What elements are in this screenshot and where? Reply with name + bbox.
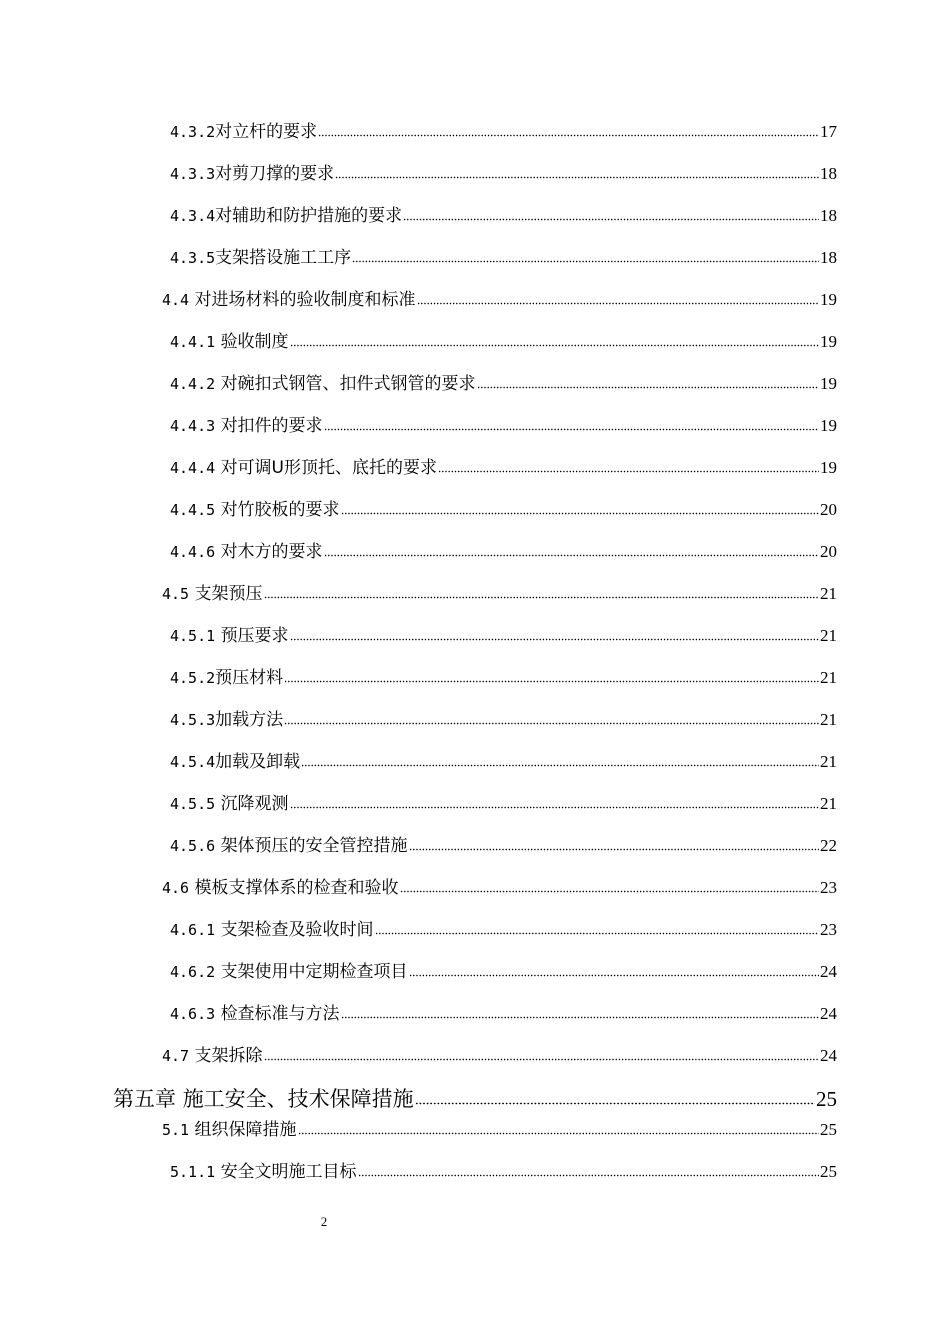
- toc-entry[interactable]: [170, 667, 837, 689]
- toc-entry-number: 4.4.6: [170, 543, 216, 561]
- toc-entry-title: 支架搭设施工工序: [215, 248, 352, 268]
- toc-entry-page: 19: [820, 416, 837, 435]
- toc-entry[interactable]: [170, 541, 837, 563]
- toc-entry-title: 支架检查及验收时间: [220, 920, 374, 940]
- toc-entry-number: 4.6.2: [170, 963, 216, 981]
- toc-entry-number: 4.4.5: [170, 501, 216, 519]
- toc-entry-page: 18: [820, 248, 837, 267]
- toc-entry-title: 模板支撑体系的检查和验收: [194, 878, 399, 898]
- dot-leader: [318, 134, 819, 137]
- toc-entry-title: 组织保障措施: [194, 1120, 297, 1140]
- dot-leader: [409, 974, 819, 977]
- toc-entry-title: 沉降观测: [220, 794, 289, 814]
- toc-entry-title: 预压要求: [220, 626, 289, 646]
- toc-entry[interactable]: [162, 1119, 837, 1141]
- toc-entry-page: 21: [820, 710, 837, 729]
- toc-entry-number: 4.3.2: [170, 123, 216, 141]
- toc-entry-title: 支架拆除: [194, 1046, 263, 1066]
- dot-leader: [324, 554, 819, 557]
- toc-entry[interactable]: [162, 1045, 837, 1067]
- toc-entry-number: 4.5.5: [170, 795, 216, 813]
- toc-entry-page: 20: [820, 500, 837, 519]
- toc-entry-number: 5.1.1: [170, 1163, 216, 1181]
- dot-leader: [324, 428, 819, 431]
- toc-entry-number: 4.3.5: [170, 249, 216, 267]
- toc-entry[interactable]: [170, 709, 837, 731]
- dot-leader: [375, 932, 819, 935]
- dot-leader: [477, 386, 819, 389]
- toc-entry[interactable]: [170, 625, 837, 647]
- toc-entry[interactable]: [170, 835, 837, 857]
- toc-entry-page: 18: [820, 164, 837, 183]
- toc-entry-title: 支架预压: [194, 584, 263, 604]
- toc-entry[interactable]: [170, 751, 837, 773]
- dot-leader: [284, 680, 819, 683]
- toc-entry-title: 安全文明施工目标: [220, 1162, 357, 1182]
- toc-entry-page: 21: [820, 584, 837, 603]
- toc-entry-page: 22: [820, 836, 837, 855]
- toc-entry[interactable]: [170, 1161, 837, 1183]
- toc-entry-title: 对进场材料的验收制度和标准: [194, 290, 416, 310]
- toc-entry[interactable]: [170, 247, 837, 269]
- dot-leader: [335, 176, 819, 179]
- toc-entry[interactable]: [170, 415, 837, 437]
- toc-entry-number: 4.5.6: [170, 837, 216, 855]
- toc-entry-page: 19: [820, 290, 837, 309]
- toc-entry-number: 4.6.1: [170, 921, 216, 939]
- dot-leader: [409, 848, 819, 851]
- dot-leader: [298, 1132, 820, 1135]
- toc-entry-title: 验收制度: [220, 332, 289, 352]
- toc-entry-page: 19: [820, 458, 837, 477]
- toc-entry-page: 20: [820, 542, 837, 561]
- dot-leader: [438, 470, 819, 473]
- dot-leader: [264, 596, 820, 599]
- dot-leader: [290, 806, 819, 809]
- toc-entry-page: 19: [820, 374, 837, 393]
- toc-entry-page: 21: [820, 626, 837, 645]
- toc-entry-page: 19: [820, 332, 837, 351]
- toc-entry-title: 对碗扣式钢管、扣件式钢管的要求: [220, 374, 476, 394]
- toc-entry[interactable]: [170, 373, 837, 395]
- toc-entry-number: 4.4.4: [170, 459, 216, 477]
- toc-entry[interactable]: [170, 331, 837, 353]
- toc-chapter-title: 施工安全、技术保障措施: [182, 1087, 414, 1111]
- toc-entry[interactable]: [170, 499, 837, 521]
- toc-entry-title: 检查标准与方法: [220, 1004, 340, 1024]
- toc-entry-number: 4.5.4: [170, 753, 216, 771]
- toc-entry[interactable]: [162, 877, 837, 899]
- dot-leader: [415, 1102, 815, 1105]
- dot-leader: [284, 722, 819, 725]
- toc-entry-page: 21: [820, 752, 837, 771]
- toc-entry-number: 4.6: [162, 879, 190, 897]
- toc-entry-number: 4.4.3: [170, 417, 216, 435]
- toc-entry-page: 23: [820, 878, 837, 897]
- toc-entry-page: 18: [820, 206, 837, 225]
- toc-entry[interactable]: [162, 583, 837, 605]
- toc-entry-title: 对剪刀撑的要求: [215, 164, 335, 184]
- toc-entry-page: 25: [820, 1162, 837, 1181]
- dot-leader: [290, 344, 819, 347]
- toc-entry[interactable]: [170, 961, 837, 983]
- toc-entry-number: 4.6.3: [170, 1005, 216, 1023]
- toc-entry-page: 24: [820, 962, 837, 981]
- toc-entry-page: 25: [820, 1120, 837, 1139]
- toc-entry-title: 对竹胶板的要求: [220, 500, 340, 520]
- dot-leader: [301, 764, 819, 767]
- toc-entry-title: 对扣件的要求: [220, 416, 323, 436]
- toc-entry-number: 5.1: [162, 1121, 190, 1139]
- toc-entry[interactable]: [170, 457, 837, 479]
- toc-entry[interactable]: [170, 793, 837, 815]
- dot-leader: [264, 1058, 820, 1061]
- toc-entry-title: 对木方的要求: [220, 542, 323, 562]
- toc-entry-title: 对辅助和防护措施的要求: [215, 206, 403, 226]
- dot-leader: [400, 890, 820, 893]
- toc-entry-title: 对立杆的要求: [215, 122, 318, 142]
- toc-entry-number: 4.5.1: [170, 627, 216, 645]
- toc-entry[interactable]: [170, 163, 837, 185]
- dot-leader: [290, 638, 819, 641]
- dot-leader: [403, 218, 819, 221]
- dot-leader: [358, 1174, 819, 1177]
- toc-entry-number: 4.3.4: [170, 207, 216, 225]
- toc-entry-number: 4.4: [162, 291, 190, 309]
- toc-entry-title: 架体预压的安全管控措施: [220, 836, 408, 856]
- toc-entry[interactable]: [170, 1003, 837, 1025]
- toc-entry-title: 预压材料: [215, 668, 284, 688]
- toc-entry-page: 24: [820, 1046, 837, 1065]
- page-number: 2: [320, 1214, 328, 1229]
- toc-entry[interactable]: [170, 205, 837, 227]
- dot-leader: [352, 260, 819, 263]
- toc-entry-number: 4.5: [162, 585, 190, 603]
- toc-entry-page: 25: [816, 1087, 837, 1111]
- toc-entry-number: 4.3.3: [170, 165, 216, 183]
- toc-entry[interactable]: [162, 289, 837, 311]
- toc-entry-number: 4.7: [162, 1047, 190, 1065]
- toc-entry-page: 21: [820, 794, 837, 813]
- toc-entry-title: 支架使用中定期检查项目: [220, 962, 408, 982]
- toc-entry-number: 4.5.3: [170, 711, 216, 729]
- toc-entry-page: 23: [820, 920, 837, 939]
- dot-leader: [341, 1016, 819, 1019]
- toc-entry-number: 4.4.2: [170, 375, 216, 393]
- toc-entry[interactable]: [170, 121, 837, 143]
- toc-entry-title: 对可调U形顶托、底托的要求: [220, 458, 438, 478]
- toc-entry-title: 加载方法: [215, 710, 284, 730]
- toc-entry-page: 21: [820, 668, 837, 687]
- toc-entry-number: 4.5.2: [170, 669, 216, 687]
- toc-entry[interactable]: [170, 919, 837, 941]
- toc-entry-title: 加载及卸载: [215, 752, 301, 772]
- toc-chapter-number: 第五章: [113, 1087, 176, 1111]
- toc-entry-page: 24: [820, 1004, 837, 1023]
- dot-leader: [341, 512, 819, 515]
- dot-leader: [417, 302, 820, 305]
- toc-chapter-entry[interactable]: [113, 1086, 837, 1112]
- toc-entry-number: 4.4.1: [170, 333, 216, 351]
- toc-entry-page: 17: [820, 122, 837, 141]
